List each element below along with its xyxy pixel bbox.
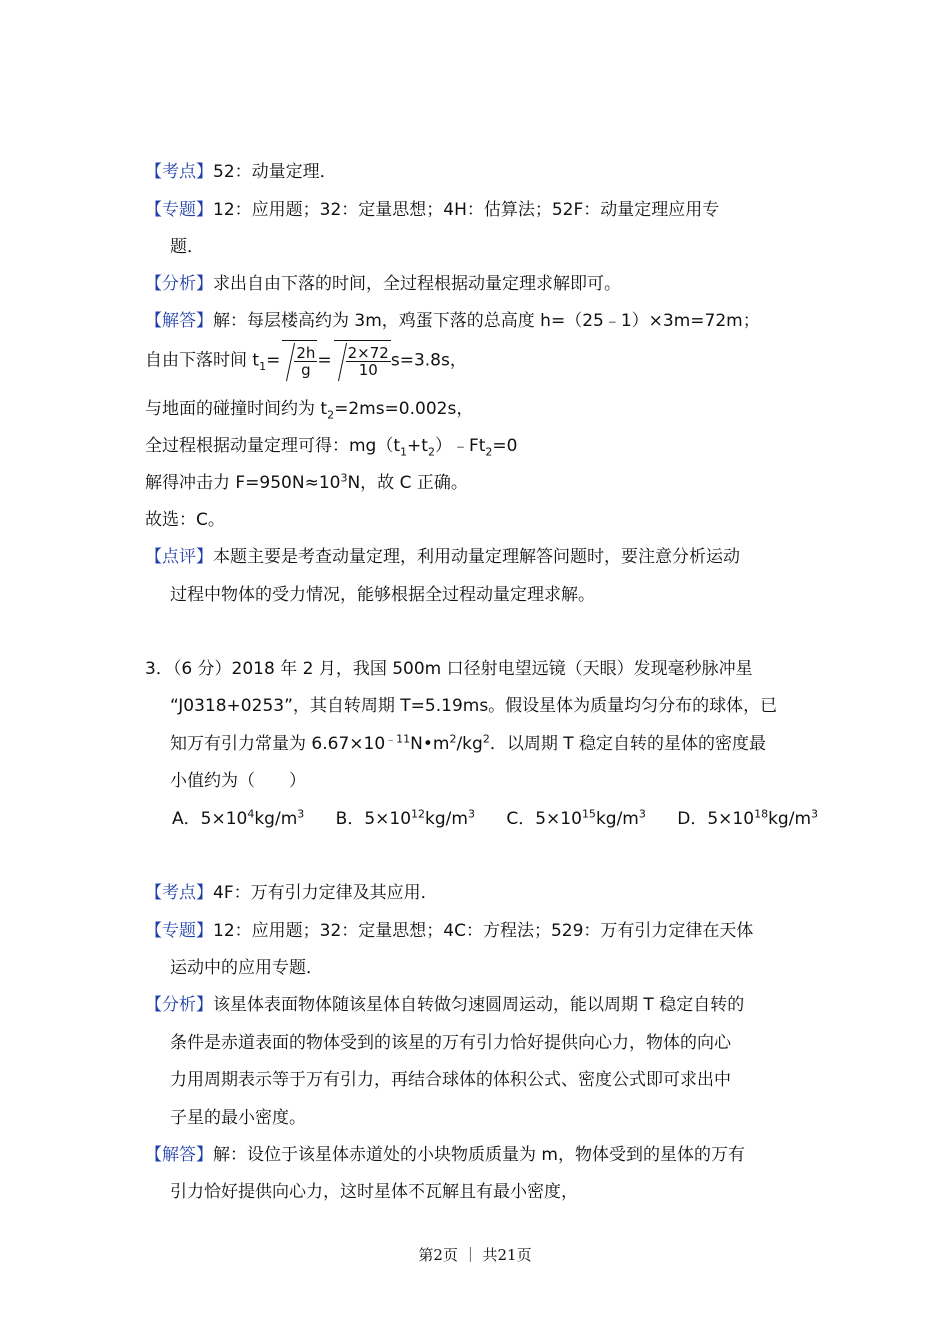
jieda-text: 解：设位于该星体赤道处的小块物质质量为 m，物体受到的星体的万有 <box>213 1145 745 1165</box>
question-3-line-3 <box>170 732 766 756</box>
kaodian-text: 52：动量定理． <box>213 162 337 182</box>
momentum-mid: ）﹣Ft <box>434 436 486 456</box>
fenxi-text-cont: 子星的最小密度。 <box>170 1108 306 1128</box>
option-a[interactable] <box>172 809 304 829</box>
dianping-text: 本题主要是考查动量定理，利用动量定理解答问题时，要注意分析运动 <box>213 547 740 567</box>
q3-text: N•m <box>410 734 450 754</box>
fraction-1-den: g <box>301 360 311 379</box>
q3-sup: ﹣11 <box>385 732 411 746</box>
fenxi-text: 求出自由下落的时间，全过程根据动量定理求解即可。 <box>213 274 621 294</box>
fenxi-text-cont: 力用周期表示等于万有引力，再结合球体的体积公式、密度公式即可求出中 <box>170 1070 731 1090</box>
q3-sup: 2 <box>449 732 457 746</box>
zhuanti-line-1 <box>145 198 719 222</box>
zhuanti-text-cont: 题． <box>170 237 204 257</box>
momentum-line <box>145 434 517 458</box>
force-line <box>145 471 468 495</box>
fenxi-tag: 【分析】 <box>145 995 213 1015</box>
zhuanti-line-2 <box>145 919 753 943</box>
zhuanti-text: 12：应用题；32：定量思想；4H：估算法；52F：动量定理应用专 <box>213 200 720 220</box>
momentum-mid: +t <box>407 436 428 456</box>
force-end: N，故 C 正确。 <box>347 473 468 493</box>
force-sup: 3 <box>340 471 348 485</box>
question-3-line-4: 小值约为（ ） <box>170 771 306 791</box>
option-text: D．5×10 <box>677 809 755 829</box>
option-sup: 12 <box>411 807 426 821</box>
fenxi-line-1 <box>145 272 621 296</box>
sqrt-2 <box>334 340 391 381</box>
fraction-1-num: 2h <box>296 343 316 362</box>
free-fall-line <box>145 340 467 381</box>
jieda-text-cont: 引力恰好提供向心力，这时星体不瓦解且有最小密度， <box>170 1182 578 1202</box>
option-text: kg/m <box>595 809 639 829</box>
option-text: C．5×10 <box>506 809 582 829</box>
kaodian-line-1 <box>145 160 337 184</box>
option-text: B．5×10 <box>335 809 412 829</box>
zhuanti-tag: 【专题】 <box>145 921 213 941</box>
option-b[interactable] <box>336 809 475 829</box>
option-text: A．5×10 <box>172 809 248 829</box>
q3-sup: 2 <box>482 732 490 746</box>
fraction-2 <box>346 345 391 378</box>
collision-line <box>145 397 473 421</box>
jieda-line-2 <box>145 1143 745 1167</box>
jieda-tag: 【解答】 <box>145 311 213 331</box>
jieda-tag: 【解答】 <box>145 1145 213 1165</box>
collision-prefix: 与地面的碰撞时间约为 t <box>145 399 328 419</box>
fenxi-text: 该星体表面物体随该星体自转做匀速圆周运动，能以周期 T 稳定自转的 <box>213 995 745 1015</box>
kaodian-tag: 【考点】 <box>145 883 213 903</box>
fraction-2-den: 10 <box>358 360 378 379</box>
fraction-1 <box>294 345 317 378</box>
dianping-line-1 <box>145 545 740 569</box>
zhuanti-tag: 【专题】 <box>145 200 213 220</box>
collision-sub: 2 <box>327 408 335 422</box>
fenxi-tag: 【分析】 <box>145 274 213 294</box>
q3-text: ．以周期 T 稳定自转的星体的密度最 <box>489 734 767 754</box>
option-sup: 3 <box>297 807 305 821</box>
option-sup: 3 <box>467 807 475 821</box>
momentum-prefix: 全过程根据动量定理可得：mg（t <box>145 436 401 456</box>
zhuanti-text: 12：应用题；32：定量思想；4C：方程法；529：万有引力定律在天体 <box>213 921 754 941</box>
zhuanti-text-cont: 运动中的应用专题． <box>170 958 323 978</box>
question-3-line-1: 3．（6 分）2018 年 2 月，我国 500m 口径射电望远镜（天眼）发现毫秒脉冲星 <box>145 659 753 679</box>
page-footer: 第2页 ｜ 共21页 <box>418 1246 532 1264</box>
equals-sign: = <box>266 350 281 371</box>
option-text: kg/m <box>425 809 468 829</box>
answer-line: 故选：C。 <box>145 510 225 530</box>
question-3-line-2: “J0318+0253”，其自转周期 T=5.19ms。假设星体为质量均匀分布的球体，已 <box>170 696 778 716</box>
kaodian-tag: 【考点】 <box>145 162 213 182</box>
option-c[interactable] <box>506 809 646 829</box>
kaodian-line-2 <box>145 881 438 905</box>
q3-text: /kg <box>456 734 483 754</box>
momentum-sub: 2 <box>427 445 435 459</box>
option-sup: 4 <box>247 807 255 821</box>
sqrt-1 <box>282 340 317 381</box>
momentum-sub: 1 <box>400 445 408 459</box>
q3-text: 知万有引力常量为 6.67×10 <box>170 734 386 754</box>
option-d[interactable] <box>677 809 818 829</box>
fenxi-text-cont: 条件是赤道表面的物体受到的该星的万有引力恰好提供向心力，物体的向心 <box>170 1033 731 1053</box>
momentum-sub: 2 <box>485 445 493 459</box>
jieda-line-1 <box>145 309 760 333</box>
option-sup: 15 <box>581 807 596 821</box>
kaodian-text: 4F：万有引力定律及其应用． <box>213 883 438 903</box>
fenxi-line-2 <box>145 993 744 1017</box>
free-fall-result: s=3.8s， <box>390 350 467 371</box>
option-sup: 18 <box>754 807 769 821</box>
equals-sign: = <box>317 350 332 371</box>
jieda-text: 解：每层楼高约为 3m，鸡蛋下落的总高度 h=（25﹣1）×3m=72m； <box>213 311 760 331</box>
dianping-tag: 【点评】 <box>145 547 213 567</box>
option-sup: 3 <box>811 807 819 821</box>
free-fall-sub: 1 <box>259 359 267 373</box>
dianping-text-cont: 过程中物体的受力情况，能够根据全过程动量定理求解。 <box>170 585 595 605</box>
collision-rest: =2ms=0.002s， <box>334 399 474 419</box>
free-fall-prefix: 自由下落时间 t <box>145 350 260 371</box>
option-text: kg/m <box>768 809 812 829</box>
momentum-end: =0 <box>492 436 518 456</box>
option-text: kg/m <box>254 809 298 829</box>
answer-options <box>172 807 844 831</box>
option-sup: 3 <box>638 807 646 821</box>
force-prefix: 解得冲击力 F=950N≈10 <box>145 473 341 493</box>
fraction-2-num: 2×72 <box>347 343 389 362</box>
